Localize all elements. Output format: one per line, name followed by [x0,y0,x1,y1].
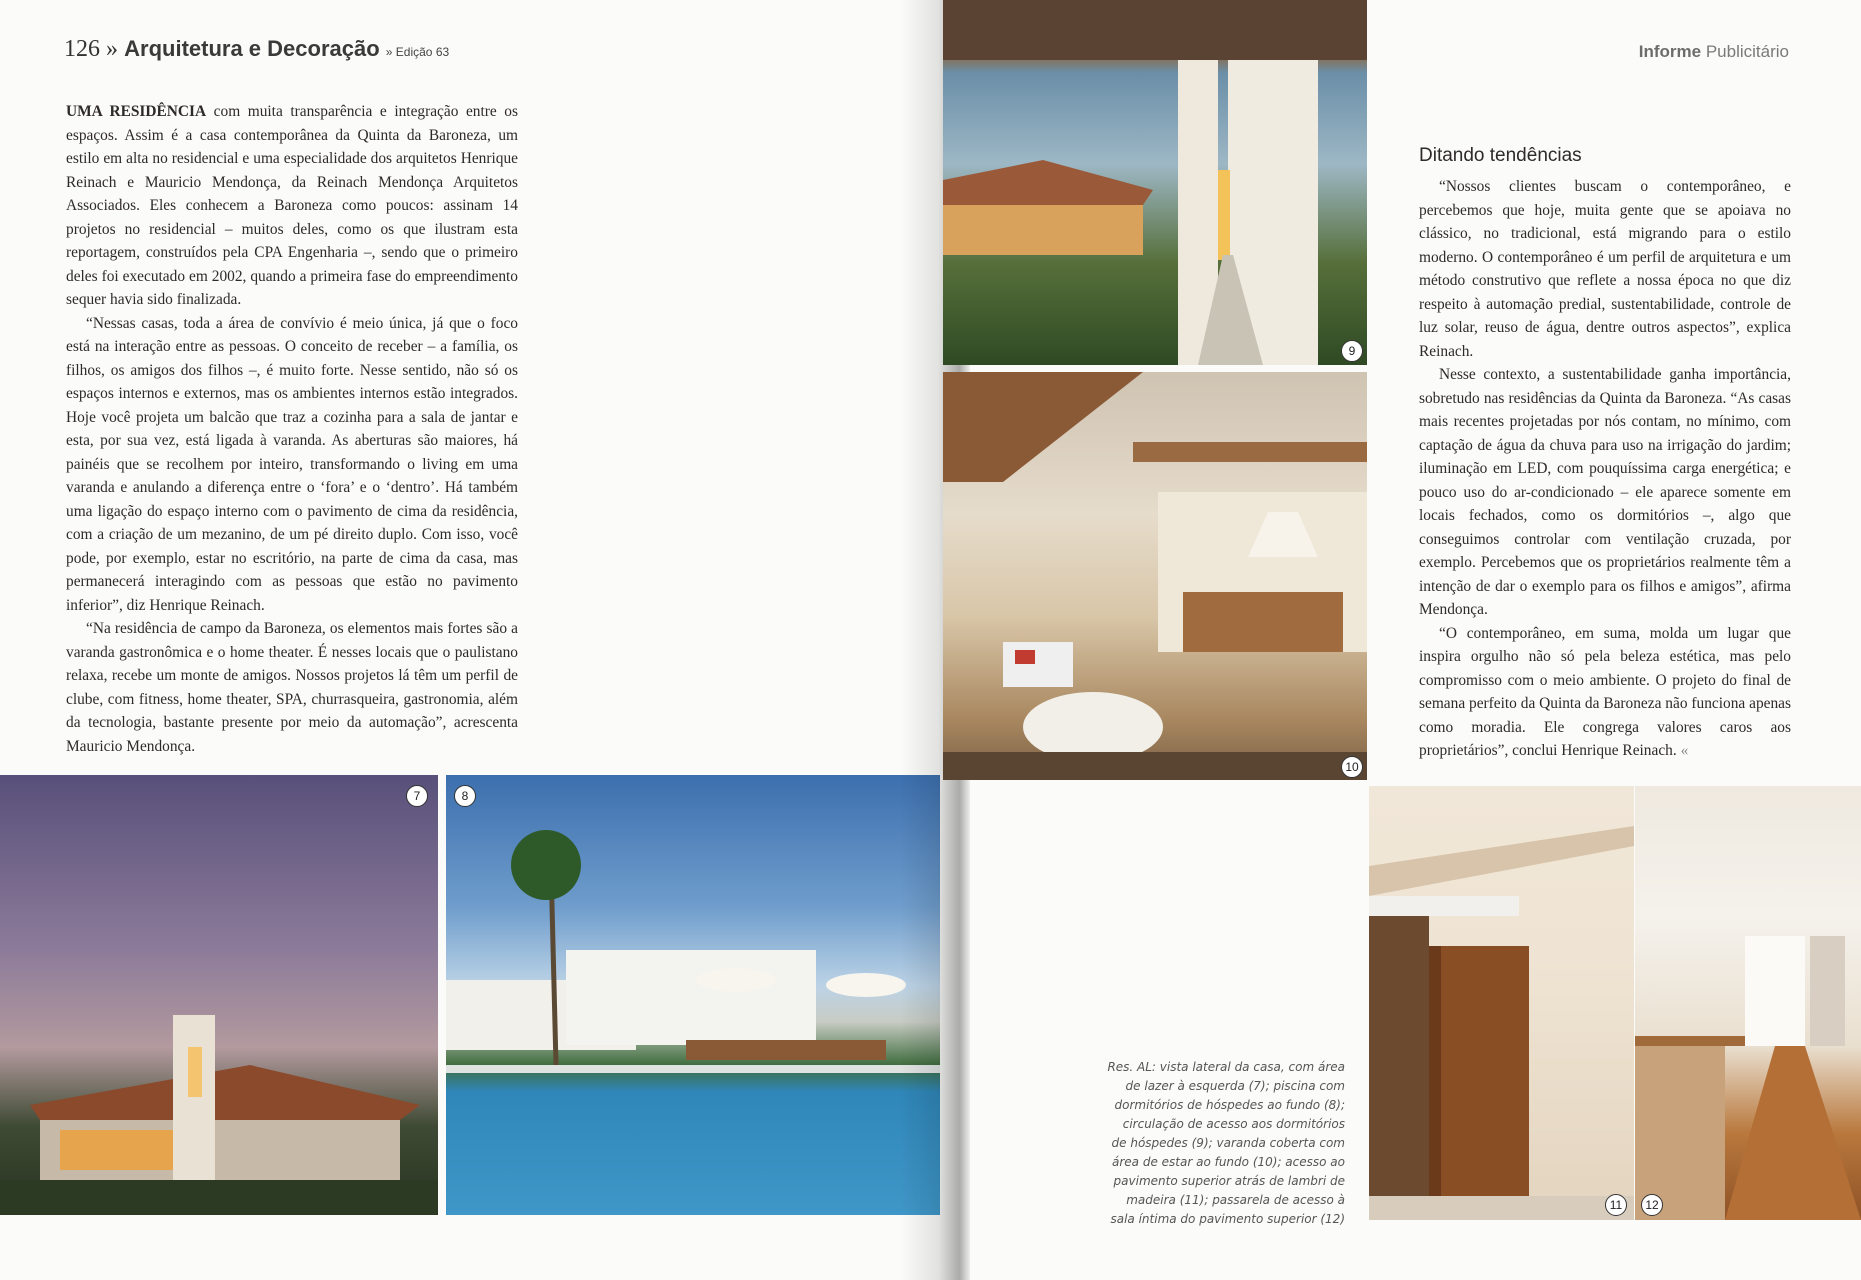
publicitario-label: Publicitário [1705,42,1789,61]
photo-number-badge: 12 [1641,1194,1663,1216]
page-number: 126 » [64,36,118,62]
paragraph-1-text: com muita transparência e integração entre os espaços. Assim é a casa contemporânea da Quinta da Baroneza, um estilo em alta no residencial e uma especialidade dos arquitetos Henrique Reinach e Mauricio Mendonça, da Reinach Mendonça Arquitetos Associados. Eles conhecem a Baroneza como poucos: assinam 14 projetos no residencial – muitos deles, como os que ilustram esta reportagem, construídos pela CPA Engenharia –, sendo que o primeiro deles foi executado em 2002, quando a primeira fase do empreendimento sequer havia sido finalizada. [66,103,518,308]
photo-caption: Res. AL: vista lateral da casa, com área de lazer à esquerda (7); piscina com dormitórios de hóspedes ao fundo (8); circulação de acesso aos dormitórios de hóspedes (9); varanda coberta com área de estar ao fundo (10); acesso ao pavimento superior atrás de lambri de madeira (11); passarela de acesso à sala íntima do pavimento superior (12) [1107,1060,1345,1226]
article-paragraph-1 [66,100,518,312]
informe-label: Informe [1638,42,1702,61]
photo-number-badge: 11 [1605,1194,1627,1216]
article-paragraph-4: “Nossos clientes buscam o contemporâneo, e percebemos que hoje, muita gente que se apoiava no clássico, no tradicional, está migrando para o estilo moderno. O contemporâneo é um perfil de arquitetura e um método construtivo que reflete a nossa época no que diz respeito à automação predial, sustentabilidade, controle de luz solar, reuso de água, dentre outros aspectos”, explica Reinach. [1419,178,1791,360]
paragraph-6-text: “O contemporâneo, em suma, molda um lugar que inspira orgulho não só pela beleza estética, mas pelo compromisso com o meio ambiente. O projeto do final de semana perfeito da Quinta da Baroneza não funciona apenas como moradia. Ele congrega valores caros aos proprietários”, conclui Henrique Reinach. [1419,624,1791,759]
end-mark: « [1680,742,1689,759]
photo-number-badge: 7 [406,785,428,807]
photo-walkway [1635,786,1861,1220]
right-article [1419,175,1791,763]
photo-wood-panel-stair [1369,786,1634,1220]
article-paragraph-5: Nesse contexto, a sustentabilidade ganha importância, sobretudo nas residências da Quinta da Baroneza. “As casas mais recentes projetadas por nós contam, no mínimo, com captação de água da chuva para uso na irrigação do jardim; iluminação em LED, com pouquíssima carga energética; e pouco uso do ar-condicionado – ele aparece somente em locais fechados, como os dormitórios –, algo que conseguimos controlar com ventilação cruzada, por exemplo. Percebemos que os proprietários realmente têm a intenção de dar o exemplo para os filhos e amigos”, afirma Mendonça. [1419,366,1791,618]
photo-number-badge: 10 [1341,756,1363,778]
section-title: Arquitetura e Decoração [124,36,380,61]
photo-pool [446,775,940,1215]
photo-house-dusk [0,775,438,1215]
photo-living-room [943,372,1367,780]
section-heading: Ditando tendências [1419,145,1582,166]
photo-number-badge: 8 [454,785,476,807]
page-header-left [64,36,449,63]
photo-corridor [943,0,1367,365]
photo-number-badge: 9 [1341,340,1363,362]
left-article [66,100,518,758]
lead-caps: UMA RESIDÊNCIA [66,103,207,120]
article-paragraph-2: “Nessas casas, toda a área de convívio é meio única, já que o foco está na interação entre as pessoas. O conceito de receber – a família, os filhos, os amigos dos filhos –, é muito forte. Nesse sentido, não só os espaços internos e externos, mas os ambientes internos estão integrados. Hoje você projeta um balcão que traz a cozinha para a sala de jantar e esta, por sua vez, está ligada à varanda. As aberturas são maiores, há painéis que se recolhem por inteiro, transformando o living em uma varanda e anulando a diferença entre o ‘fora’ e o ‘dentro’. Há também uma ligação do espaço interno com o pavimento de cima da residência, com a criação de um mezanino, de um pé direito duplo. Com isso, você pode, por exemplo, estar no escritório, na parte de cima da casa, mas permanecerá interagindo com as pessoas que estão no pavimento inferior”, diz Henrique Reinach. [66,314,518,614]
article-paragraph-3: “Na residência de campo da Baroneza, os elementos mais fortes são a varanda gastronômica e o home theater. É nesses locais que o paulistano relaxa, recebe um monte de amigos. Nossos projetos lá têm um perfil de clube, com fitness, home theater, SPA, churrasqueira, gastronomia, além da tecnologia, bastante presente por meio da automação”, acrescenta Mauricio Mendonça. [66,620,518,755]
edition-label: » Edição 63 [385,45,450,59]
article-paragraph-6 [1419,622,1791,763]
page-header-right [1639,42,1789,62]
